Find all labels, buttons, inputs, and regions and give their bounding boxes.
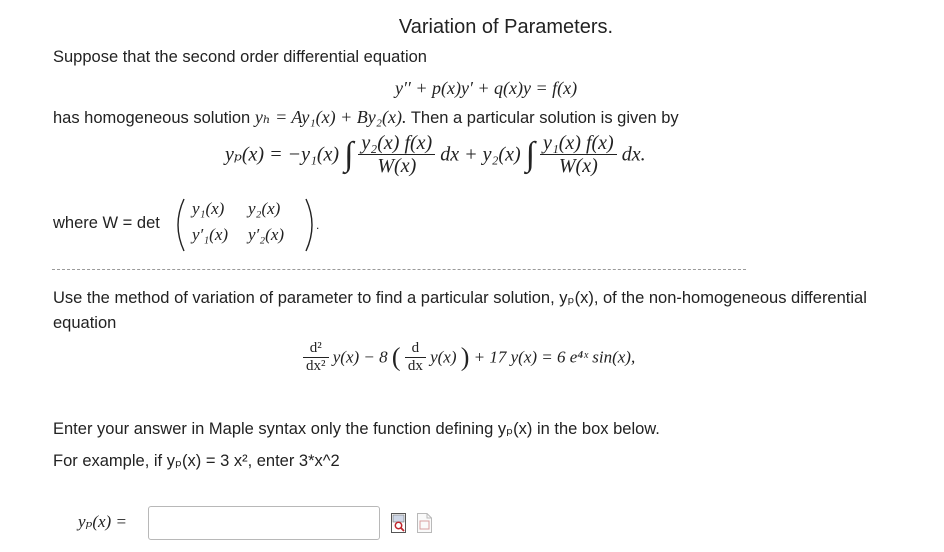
general-equation: y′′ + p(x)y′ + q(x)y = f(x)	[395, 78, 578, 98]
section-divider	[52, 269, 746, 270]
ode-equation	[303, 340, 635, 375]
instruction-text: Enter your answer in Maple syntax only the function defining yₚ(x) in the box below.	[53, 420, 660, 438]
matrix-cell: y′₂(x)	[248, 225, 285, 244]
matrix-row-1	[192, 199, 280, 219]
task-text: Use the method of variation of parameter to find a particular solution, yₚ(x), of the non-homogeneous differential equation	[53, 289, 867, 332]
matrix-cell: y₁(x)	[192, 199, 225, 218]
example-text: For example, if yₚ(x) = 3 x², enter 3*x^2	[53, 452, 340, 470]
homogeneous-solution: yₕ = Ay₁(x) + By₂(x).	[254, 107, 407, 127]
intro-text: Suppose that the second order differential equation	[53, 48, 427, 66]
fraction-1-denominator: W(x)	[377, 155, 417, 177]
svg-text:.: .	[316, 218, 320, 232]
fraction-2-numerator: y₁(x) f(x)	[540, 132, 617, 155]
ode-inner: y(x)	[430, 347, 457, 367]
integral-fraction-1	[358, 132, 435, 177]
matrix-cell: y₂(x)	[248, 199, 281, 218]
homogeneous-line	[53, 107, 679, 128]
wronskian-prefix: where W = det	[53, 214, 160, 232]
integral-middle: dx + y₂(x)	[440, 143, 521, 166]
integral-sign: ∫	[344, 135, 354, 173]
matrix-cell: y′₁(x)	[192, 225, 229, 244]
preview-icon[interactable]	[391, 513, 406, 533]
homogeneous-suffix: Then a particular solution is given by	[410, 109, 679, 127]
operator-numerator: d²	[303, 340, 329, 358]
left-paren: (	[391, 342, 401, 372]
operator-denominator: dx	[407, 358, 423, 374]
integral-sign: ∫	[525, 135, 535, 173]
integral-fraction-2	[540, 132, 617, 177]
operator-denominator: dx²	[306, 358, 326, 374]
second-derivative-operator	[303, 340, 329, 375]
homogeneous-prefix: has homogeneous solution	[53, 109, 251, 127]
page-title: Variation of Parameters.	[398, 16, 614, 38]
first-derivative-operator	[405, 340, 426, 375]
fraction-2-denominator: W(x)	[558, 155, 598, 177]
answer-input[interactable]	[148, 506, 380, 540]
help-icon[interactable]	[417, 513, 432, 533]
ode-rest: + 17 y(x) = 6 e⁴ˣ sin(x),	[473, 347, 636, 367]
ode-term-1: y(x) − 8	[332, 347, 388, 367]
particular-formula	[225, 132, 646, 177]
integral-end: dx.	[621, 143, 646, 166]
right-paren: )	[460, 342, 470, 372]
operator-numerator: d	[405, 340, 426, 358]
fraction-1-numerator: y₂(x) f(x)	[358, 132, 435, 155]
matrix-row-2	[192, 225, 284, 245]
answer-label: yₚ(x) =	[78, 512, 127, 531]
particular-lhs: yₚ(x) = −y₁(x)	[225, 143, 340, 166]
